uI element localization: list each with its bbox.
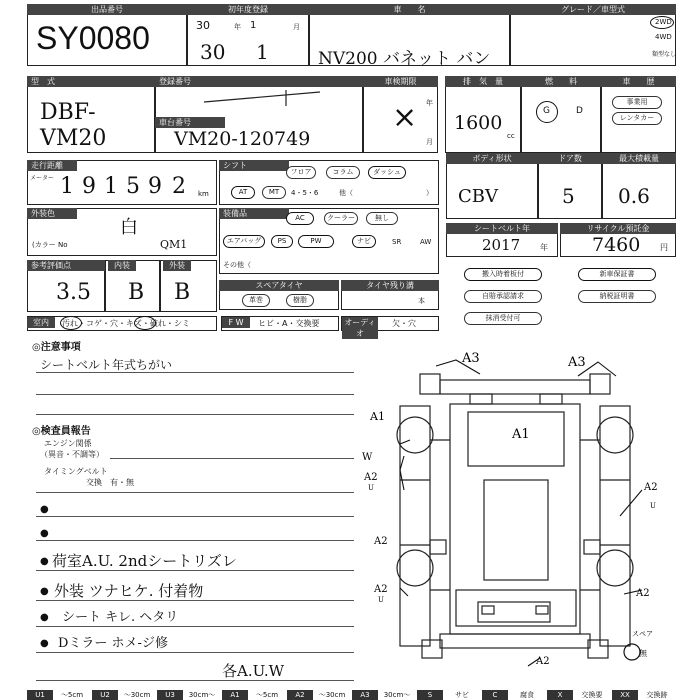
doors-label: ドア数 <box>538 153 602 164</box>
first-reg-label: 初年度登録 <box>187 4 309 15</box>
mileage-digit: 5 <box>126 174 140 199</box>
doc-insurance: 自賠承認請求 <box>464 290 542 303</box>
notes-title: ◎注意事項 <box>32 342 81 353</box>
legend-value: サビ <box>455 691 469 699</box>
grade-none: 類型なし <box>652 51 677 58</box>
fuel-box <box>521 76 601 153</box>
damage-mark-rear-left: A3 <box>462 351 480 366</box>
interior-circle-2 <box>134 316 156 330</box>
first-reg-month-printed: 1 <box>250 20 257 31</box>
fuel-g: G <box>543 106 550 116</box>
ext-label: 外装 <box>163 260 191 271</box>
color-code: QM1 <box>160 238 188 251</box>
grade-label: グレード／車型式 <box>510 4 676 15</box>
legend-value: 30cm～ <box>188 691 216 699</box>
first-reg-year-printed: 30 <box>196 19 210 32</box>
car-diagram <box>360 340 700 685</box>
legend-key: U2 <box>92 690 118 700</box>
legend-value: 交換要 <box>581 691 603 699</box>
bullet-2: ● <box>40 528 49 539</box>
audio-items: 欠・穴 <box>392 319 416 328</box>
legend-value: ～30cm <box>123 691 151 699</box>
steering-plastic: 樹脂 <box>286 294 314 307</box>
legend-key: A2 <box>287 690 313 700</box>
report-line-engine <box>110 458 354 459</box>
tire-label: タイヤ残り溝 <box>341 280 439 291</box>
usage-rental: レンタカー <box>612 112 662 125</box>
legend-key: S <box>417 690 443 700</box>
report-engine: エンジン関係 <box>44 439 92 448</box>
legend-key: A1 <box>222 690 248 700</box>
equip-aw: AW <box>420 238 432 246</box>
equip-ac: AC <box>286 212 314 225</box>
int-label: 内装 <box>108 260 136 271</box>
shift-other-close: ） <box>426 189 433 197</box>
fuel-d: D <box>576 106 583 116</box>
color-value: 白 <box>120 217 138 238</box>
recycle-value: 7460 <box>592 234 641 256</box>
report-timing: タイミングベルト <box>44 467 108 476</box>
equip-sr: SR <box>392 238 402 246</box>
report-line-2: 外装 ツナヒケ. 付着物 <box>54 582 204 600</box>
color-label: 外装色 <box>27 208 77 219</box>
registration-label: 登録番号 <box>155 76 363 87</box>
seatbelt-value: 2017 <box>482 236 521 254</box>
damage-mark-w: W <box>362 452 373 463</box>
equip-cooler: クーラー <box>324 212 358 225</box>
notes-line-2 <box>36 394 354 395</box>
mileage-sub: メーター <box>30 175 55 182</box>
notes-line-3 <box>36 414 354 415</box>
equip-other: その他（ <box>223 261 251 269</box>
damage-mark-front-left-u: U <box>378 596 384 604</box>
score-value: 3.5 <box>56 280 91 305</box>
recycle-unit: 円 <box>660 243 668 252</box>
damage-mark-left-door: A2 <box>374 536 388 547</box>
legend-value: ～30cm <box>318 691 346 699</box>
legend-value: ～5cm <box>60 691 84 699</box>
report-line-timing <box>36 492 354 493</box>
report-rule-3 <box>36 626 354 627</box>
damage-mark-cargo: A1 <box>512 427 530 442</box>
interior-items: 汚れ・コゲ・穴・キズ・破れ・シミ <box>62 319 190 328</box>
report-line-blank <box>36 516 354 517</box>
shift-gears: 4・5・6 <box>291 189 319 197</box>
car-name-value: NV200 バネット バン <box>318 49 491 69</box>
usage-business: 事業用 <box>612 96 662 109</box>
seatbelt-label: シートベルト年 <box>446 223 558 234</box>
equipment-label: 装備品 <box>219 208 289 219</box>
fuel-label: 燃 料 <box>521 76 601 87</box>
damage-mark-front-left: A2 <box>374 584 388 595</box>
mileage-unit: km <box>198 190 209 198</box>
model-type-label: 型 式 <box>27 76 155 87</box>
legend-key: A3 <box>352 690 378 700</box>
max-load-label: 最大積載量 <box>602 153 676 164</box>
bullet-4: ● <box>40 586 49 597</box>
first-reg-year-unit: 年 <box>234 23 241 31</box>
first-reg-month-hw: 1 <box>256 40 269 64</box>
recycle-label: リサイクル預託金 <box>560 223 676 234</box>
shift-label: シフト <box>219 160 289 171</box>
shift-dash: ダッシュ <box>368 166 406 179</box>
interior-circle-1 <box>60 316 82 330</box>
displacement-label: 排 気 量 <box>445 76 521 87</box>
body-shape-value: CBV <box>458 186 498 207</box>
score-label: 参考評価点 <box>27 260 105 271</box>
bullet-6: ● <box>40 638 49 649</box>
spare-mark: 無 <box>639 649 647 658</box>
report-rule-4 <box>36 652 354 653</box>
legend-value: ～5cm <box>255 691 279 699</box>
report-rule-5 <box>36 680 354 681</box>
lot-label: 出品番号 <box>27 4 187 15</box>
mileage-digit: 1 <box>104 174 118 199</box>
damage-mark-front-bumper: A2 <box>536 656 550 667</box>
legend-value: 交換跡 <box>646 691 668 699</box>
equip-ps: PS <box>271 235 293 248</box>
car-name-label: 車 名 <box>309 4 510 15</box>
inspection-month-unit: 月 <box>426 138 433 146</box>
fw-label: F W <box>222 317 250 328</box>
displacement-value: 1600 <box>454 112 503 134</box>
report-line-3: シート キレ. ヘタリ <box>62 610 179 625</box>
seatbelt-unit: 年 <box>540 243 548 252</box>
lot-number: SY0080 <box>36 20 150 56</box>
damage-mark-rear-wheel-left: A1 <box>370 410 385 423</box>
tire-unit: 本 <box>418 297 425 305</box>
mileage-label: 走行距離 <box>27 160 77 171</box>
legend-key: X <box>547 690 573 700</box>
damage-mark-left-u: U <box>368 484 374 492</box>
mileage-digit: 2 <box>172 174 186 199</box>
legend-value: 30cm～ <box>383 691 411 699</box>
shift-other: 他（ <box>339 189 353 197</box>
doc-tax: 納税証明書 <box>578 290 656 303</box>
grade-2wd-circle <box>650 16 674 29</box>
report-final: 各A.U.W <box>222 662 285 680</box>
mileage-digit: 9 <box>82 174 96 199</box>
bullet-3: ● <box>40 556 49 567</box>
mileage-digit: 9 <box>148 174 162 199</box>
chassis-value: VM20-120749 <box>174 128 311 150</box>
damage-mark-rear-right: A3 <box>568 355 586 370</box>
report-line-blank-2 <box>36 540 354 541</box>
bullet-5: ● <box>40 612 49 623</box>
inspection-year-unit: 年 <box>426 99 433 107</box>
report-engine-sub: （異音・不調等） <box>40 450 104 459</box>
damage-mark-left-a2: A2 <box>364 472 378 483</box>
model-type-value: DBF-VM20 <box>40 100 107 151</box>
equip-airbag: エアバッグ <box>223 235 265 248</box>
doc-board: 搬入時着板付 <box>464 268 542 281</box>
inspection-label: 車検期限 <box>363 76 438 87</box>
displacement-unit: cc <box>507 132 515 140</box>
spare-label: スペア <box>632 630 653 638</box>
report-rule-2 <box>36 600 354 601</box>
notes-line-1 <box>36 372 354 373</box>
legend-value: 腐食 <box>520 691 534 699</box>
interior-label: 室内 <box>27 317 55 328</box>
shift-at: AT <box>231 186 255 199</box>
doc-cancel: 抹消受付可 <box>464 312 542 325</box>
spare-circle <box>624 644 640 660</box>
legend-key: C <box>482 690 508 700</box>
usage-label: 車 歴 <box>601 76 676 87</box>
shift-floor: フロア <box>286 166 316 179</box>
ext-value: B <box>174 280 191 305</box>
fw-items: ヒビ・A・交換要 <box>258 319 320 328</box>
max-load-value: 0.6 <box>618 184 650 208</box>
grade-4wd: 4WD <box>655 33 672 41</box>
bullet-1: ● <box>40 504 49 515</box>
shift-mt: MT <box>262 186 286 199</box>
legend-key: U3 <box>157 690 183 700</box>
first-reg-year-hw: 30 <box>200 40 226 64</box>
damage-mark-front-right: A2 <box>636 588 650 599</box>
report-timing-sub: 交換 有・無 <box>86 478 134 487</box>
report-title: ◎検査員報告 <box>32 426 91 437</box>
damage-mark-right-a2: A2 <box>644 482 658 493</box>
report-line-4: Dミラー ホメ-ジ修 <box>58 636 168 651</box>
notes-text: シートベルト年式ちがい <box>40 358 173 372</box>
steering-label: スペアタイヤ <box>219 280 339 291</box>
equip-navi: ナビ <box>352 235 376 248</box>
grade-2wd: 2WD <box>655 18 672 26</box>
registration-scribble <box>200 88 330 110</box>
body-shape-label: ボディ形状 <box>446 153 538 164</box>
damage-mark-right-u: U <box>650 502 656 510</box>
legend-key: XX <box>612 690 638 700</box>
report-line-1: 荷室A.U. 2ndシートリズレ <box>52 552 237 570</box>
doors-value: 5 <box>562 184 575 208</box>
equip-none: 無し <box>366 212 398 225</box>
steering-leather: 革巻 <box>242 294 270 307</box>
chassis-label: 車台番号 <box>155 117 225 128</box>
color-sub: (カラー No <box>32 241 68 249</box>
mileage-digit: 1 <box>60 174 74 199</box>
doc-warranty: 新車保証書 <box>578 268 656 281</box>
legend-key: U1 <box>27 690 53 700</box>
shift-column: コラム <box>326 166 360 179</box>
report-rule-1 <box>36 570 354 571</box>
equip-pw: PW <box>298 235 334 248</box>
int-value: B <box>128 280 145 305</box>
first-reg-month-unit: 月 <box>293 23 300 31</box>
inspection-value: × <box>392 100 418 135</box>
audio-label: オーディオ <box>342 317 378 339</box>
